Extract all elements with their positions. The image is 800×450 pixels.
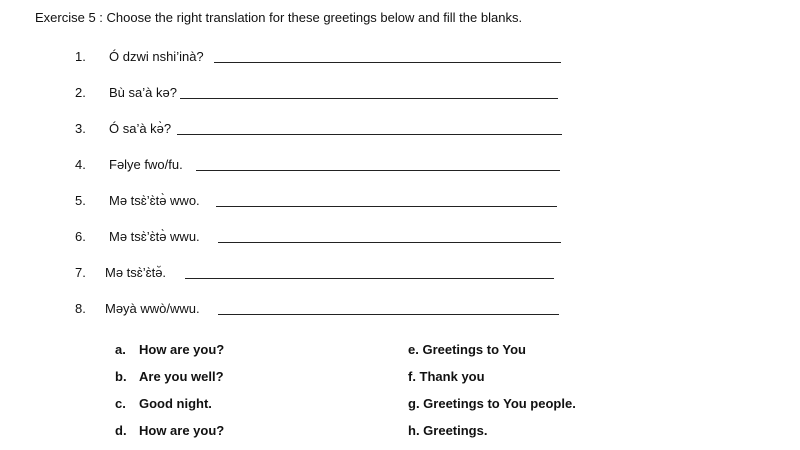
- question-number: 6.: [75, 229, 86, 244]
- question-item: [75, 157, 565, 175]
- answer-option: [408, 396, 576, 411]
- question-number: 2.: [75, 85, 86, 100]
- answer-option: [408, 423, 487, 438]
- question-number: 4.: [75, 157, 86, 172]
- answer-blank[interactable]: [180, 98, 558, 99]
- option-text: h. Greetings.: [408, 423, 488, 438]
- option-letter: c.: [115, 396, 126, 411]
- answer-blank[interactable]: [218, 314, 559, 315]
- answer-option: [115, 423, 224, 438]
- question-item: [75, 193, 565, 211]
- answer-option: [115, 396, 212, 411]
- answer-blank[interactable]: [216, 206, 557, 207]
- answer-option: [408, 369, 485, 384]
- option-text: g. Greetings to You people.: [408, 396, 576, 411]
- answer-blank[interactable]: [177, 134, 562, 135]
- question-number: 8.: [75, 301, 86, 316]
- option-text: How are you?: [139, 342, 225, 357]
- answer-blank[interactable]: [185, 278, 554, 279]
- option-letter: a.: [115, 342, 126, 357]
- question-text: Mə tsɛ̀’ɛ̀tə̆.: [105, 265, 167, 280]
- question-text: Məyà wwò/wwu.: [105, 301, 200, 316]
- question-text: Fəlye fwo/fu.: [109, 157, 183, 172]
- question-item: [75, 49, 565, 67]
- option-letter: d.: [115, 423, 127, 438]
- question-number: 1.: [75, 49, 86, 64]
- option-text: How are you?: [139, 423, 225, 438]
- question-text: Bù sa’à kə?: [109, 85, 177, 100]
- question-text: Ó dzwi nshi’inà?: [109, 49, 204, 64]
- option-letter: b.: [115, 369, 127, 384]
- answer-blank[interactable]: [218, 242, 561, 243]
- question-number: 3.: [75, 121, 86, 136]
- question-number: 5.: [75, 193, 86, 208]
- question-item: [75, 265, 565, 283]
- exercise-instruction: Exercise 5 : Choose the right translation for these greetings below and fill the blanks.: [35, 10, 523, 25]
- answer-blank[interactable]: [196, 170, 560, 171]
- option-text: f. Thank you: [408, 369, 485, 384]
- option-text: e. Greetings to You: [408, 342, 526, 357]
- question-item: [75, 301, 565, 319]
- question-item: [75, 121, 565, 139]
- question-text: Mə tsɛ̀’ɛ̀tə̀ wwu.: [109, 229, 200, 244]
- answer-option: [115, 342, 224, 357]
- question-number: 7.: [75, 265, 86, 280]
- question-item: [75, 85, 565, 103]
- answer-blank[interactable]: [214, 62, 561, 63]
- question-text: Mə tsɛ̀’ɛ̀tə̀ wwo.: [109, 193, 200, 208]
- question-text: Ó sa’à kə̀?: [109, 121, 172, 136]
- answer-option: [115, 369, 224, 384]
- option-text: Good night.: [139, 396, 212, 411]
- question-item: [75, 229, 565, 247]
- answer-option: [408, 342, 526, 357]
- option-text: Are you well?: [139, 369, 224, 384]
